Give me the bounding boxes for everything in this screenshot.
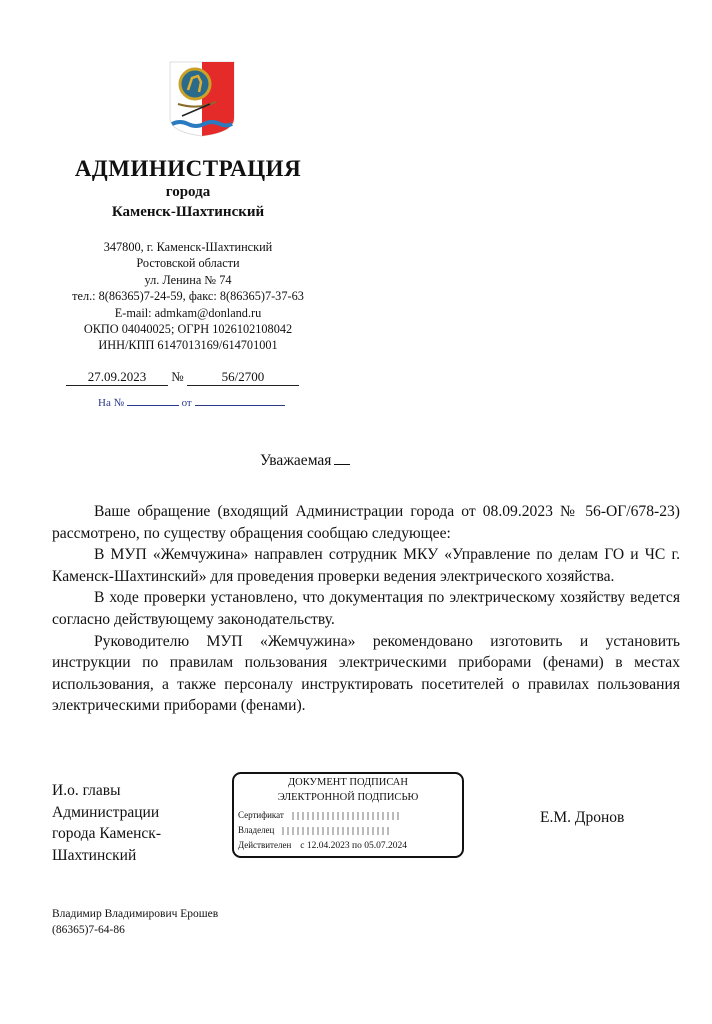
reference-line — [98, 395, 318, 409]
document-date-number — [66, 369, 316, 386]
position-line: Администрации — [52, 803, 160, 821]
cert-label: Сертификат — [238, 810, 284, 820]
city-line-1: города — [165, 184, 211, 200]
executor-name: Владимир Владимирович Ерошев — [52, 908, 219, 920]
city-line-2: Каменск-Шахтинский — [111, 204, 265, 220]
letter-body — [52, 501, 680, 717]
address-line: 347800, г. Каменск-Шахтинский — [103, 240, 273, 254]
ref-from: от — [181, 397, 192, 409]
organization-title: АДМИНИСТРАЦИЯ — [74, 156, 302, 181]
address-line: Ростовской области — [136, 256, 240, 271]
address-block — [40, 239, 336, 354]
position-line: Шахтинский — [52, 846, 137, 864]
valid-label: Действителен — [238, 840, 292, 850]
number-sign: № — [171, 369, 184, 384]
executor-block — [52, 906, 218, 938]
stamp-title-2: ЭЛЕКТРОННОЙ ПОДПИСЬЮ — [277, 792, 419, 803]
ref-label: На № — [98, 397, 125, 409]
email-line: E-mail: admkam@donland.ru — [114, 305, 262, 320]
document-number: 56/2700 — [187, 369, 299, 386]
valid-dates: с 12.04.2023 по 05.07.2024 — [300, 841, 407, 851]
owner-label: Владелец — [238, 825, 275, 835]
position-line: И.о. главы — [52, 782, 121, 799]
electronic-signature-stamp — [232, 772, 464, 858]
okpo-line: ОКПО 04040025; ОГРН 1026102108042 — [83, 322, 293, 337]
inn-line: ИНН/КПП 6147013169/614701001 — [98, 338, 278, 353]
greeting-text: Уважаемая — [260, 452, 332, 469]
signer-position — [52, 780, 192, 866]
document-date: 27.09.2023 — [66, 369, 168, 386]
signer-name: Е.М. Дронов — [540, 809, 625, 826]
address-line: ул. Ленина № 74 — [144, 272, 232, 287]
executor-phone: (86365)7-64-86 — [52, 924, 125, 936]
coat-of-arms-icon — [168, 60, 236, 138]
position-line: города Каменск- — [52, 825, 161, 842]
stamp-title-1: ДОКУМЕНТ ПОДПИСАН — [288, 777, 408, 788]
paragraph: Руководителю МУП «Жемчужина» рекомендовано изготовить и установить инструкции по правилам пользования электрическими приборами (фенами) в местах использования, а также персоналу инструктировать посетителей о правилах пользования электрическими приборами (фенами). — [52, 632, 680, 715]
paragraph: Ваше обращение (входящий Администрации города от 08.09.2023 № 56-ОГ/678-23) рассмотрено, по существу обращения сообщаю следующее: — [52, 503, 680, 542]
phone-line: тел.: 8(86365)7-24-59, факс: 8(86365)7-37-63 — [72, 289, 304, 304]
greeting — [260, 452, 350, 470]
paragraph: В МУП «Жемчужина» направлен сотрудник МКУ «Управление по делам ГО и ЧС г. Каменск-Шахтинский» для проведения проверки ведения электрического хозяйства. — [52, 546, 680, 585]
paragraph: В ходе проверки установлено, что документация по электрическому хозяйству ведется согласно действующему законодательству. — [52, 589, 680, 628]
